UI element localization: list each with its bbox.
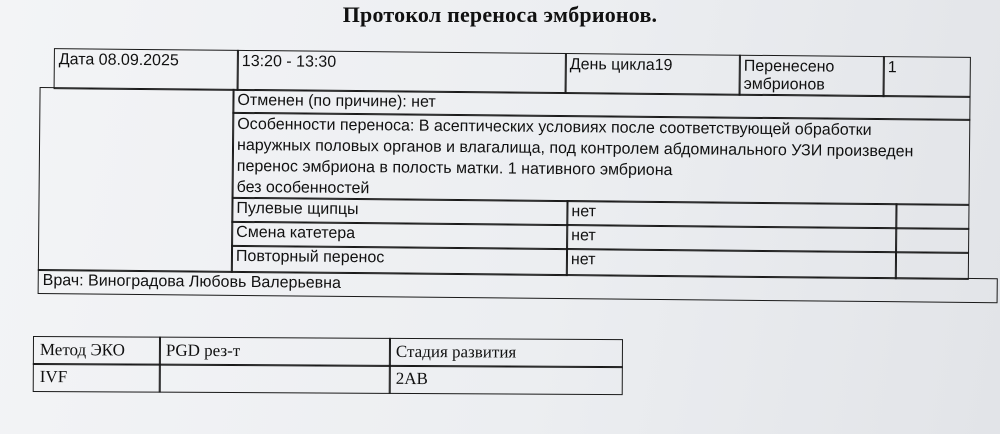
row-empty: [895, 227, 969, 254]
row-label: Повторный перенос: [231, 245, 568, 276]
transfer-protocol-table: [38, 44, 1000, 308]
row-value: нет: [566, 224, 897, 253]
transferred-count-cell: 1: [883, 56, 971, 98]
transferred-label-cell: [739, 55, 885, 97]
eco-header-method: Метод ЭКО: [33, 336, 161, 366]
row-empty: [895, 203, 969, 230]
transferred-label-line2: эмбрионов: [743, 75, 825, 94]
features-line: Особенности переноса: В асептических условиях после соответствующей обработки: [237, 115, 872, 139]
time-cell: 13:20 - 13:30: [237, 50, 567, 94]
cycle-day-cell: День цикла19: [565, 53, 741, 96]
eco-value-method: IVF: [33, 363, 161, 393]
row-value: нет: [566, 200, 897, 229]
eco-header-stage: Стадия развития: [389, 338, 623, 368]
features-cell: [232, 112, 971, 206]
row-label: Пулевые щипцы: [231, 197, 568, 226]
doctor-cell: Врач: Виноградова Любовь Валерьевна: [38, 269, 998, 303]
document-title: Протокол переноса эмбрионов.: [342, 2, 658, 27]
row-label: Смена катетера: [231, 221, 568, 250]
row-value: нет: [566, 248, 897, 279]
eco-method-table: [33, 336, 623, 395]
blank-left-block: [38, 87, 235, 273]
cancelled-cell: Отменен (по причине): нет: [232, 89, 970, 121]
row-empty: [895, 251, 969, 280]
features-line: перенос эмбриона в полость матки. 1 нативного эмбриона: [236, 157, 673, 180]
date-cell: Дата 08.09.2025: [54, 48, 239, 91]
eco-header-pgd: PGD рез-т: [159, 337, 391, 367]
features-line: без особенностей: [236, 178, 370, 198]
features-line: наружных половых органов и влагалища, под контролем абдоминального УЗИ произведен: [236, 136, 914, 161]
transferred-label-line1: Перенесено: [743, 57, 835, 76]
eco-value-pgd: [159, 364, 391, 394]
eco-value-stage: 2AB: [389, 365, 623, 395]
